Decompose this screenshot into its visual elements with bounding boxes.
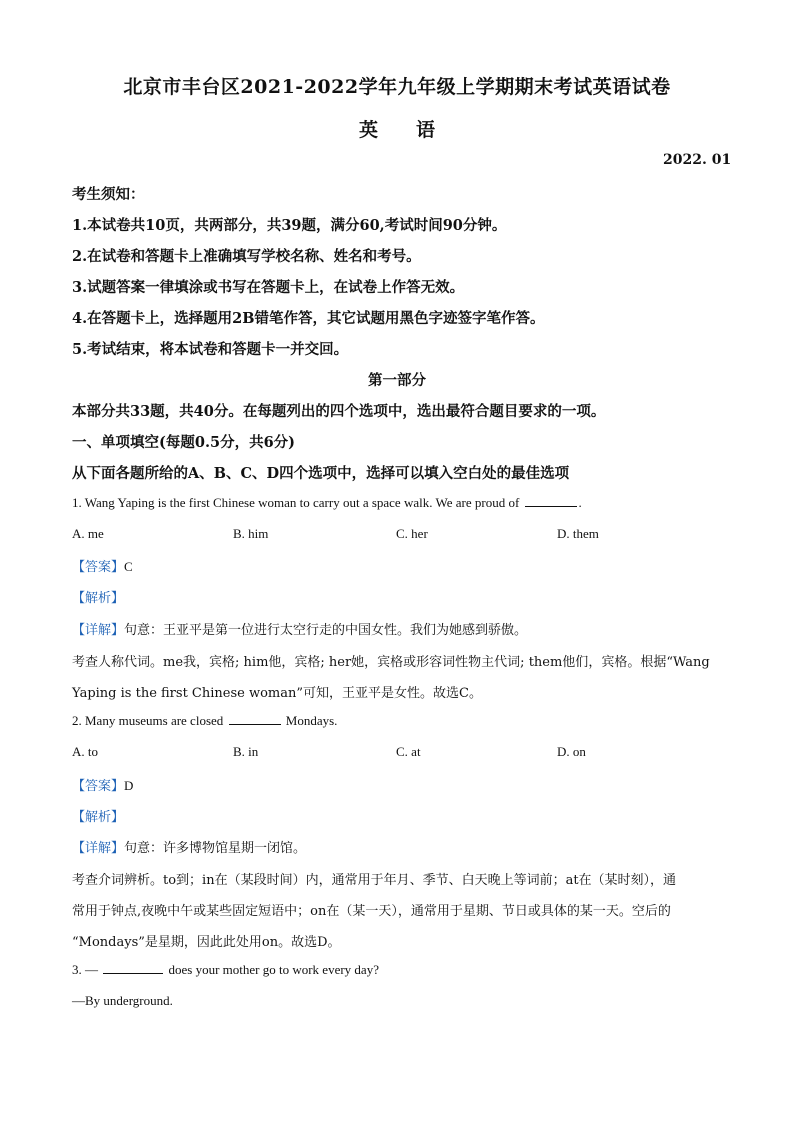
- option-c: C. at: [396, 744, 421, 759]
- notice-item: 5.考试结束，将本试卷和答题卡一并交回。: [72, 341, 349, 358]
- option-b: B. him: [233, 526, 269, 541]
- option-d: D. them: [557, 526, 599, 541]
- notice-item: 4.在答题卡上，选择题用2B错笔作答，其它试题用黑色字迹签字笔作答。: [72, 310, 545, 327]
- notice-heading: 考生须知：: [72, 186, 145, 203]
- part-intro: 本部分共33题，共40分。在每题列出的四个选项中，选出最符合题目要求的一项。: [72, 403, 606, 420]
- answer-line: [72, 775, 133, 794]
- question-stem: 2. Many museums are closed Mondays.: [72, 713, 338, 728]
- notice-item: 1.本试卷共10页，共两部分，共39题，满分60,考试时间90分钟。: [72, 217, 507, 234]
- answer-blank: [525, 505, 577, 507]
- analysis-tag: 【解析】: [72, 810, 125, 825]
- answer-tag: 【答案】: [72, 778, 125, 793]
- exam-date: 2022. 01: [663, 152, 732, 168]
- detail-tag: 【详解】: [72, 623, 125, 638]
- detail-tag: 【详解】: [72, 841, 125, 856]
- notice-item: 2.在试卷和答题卡上准确填写学校名称、姓名和考号。: [72, 248, 421, 265]
- answer-blank: [103, 972, 163, 974]
- option-d: D. on: [557, 744, 586, 759]
- explanation-line: Yaping is the first Chinese woman”可知，王亚平是女性。故选C。: [72, 686, 482, 701]
- explanation-line: 考查介词辨析。to到；in在（某段时间）内，通常用于年月、季节、白天晚上等词前；at在（某时刻），通: [72, 873, 677, 888]
- answer-blank: [229, 723, 281, 725]
- notice-item: 3.试题答案一律填涂或书写在答题卡上，在试卷上作答无效。: [72, 279, 465, 296]
- answer-tag: 【答案】: [72, 559, 125, 574]
- answer-value: C: [124, 559, 133, 574]
- explanation-line: “Mondays”是星期，因此此处用on。故选D。: [72, 935, 341, 950]
- exam-title: 北京市丰台区2021-2022学年九年级上学期期末考试英语试卷: [123, 76, 671, 98]
- answer-value: D: [124, 778, 134, 793]
- explanation-line: 常用于钟点,夜晚中午或某些固定短语中；on在（某一天），通常用于星期、节日或具体的某一天。空后的: [72, 904, 671, 919]
- detail-line: 【详解】句意：王亚平是第一位进行太空行走的中国女性。我们为她感到骄傲。: [72, 623, 528, 638]
- explanation-line: 考查人称代词。me我，宾格; him他，宾格; her她，宾格或形容词性物主代词; them他们，宾格。根据“Wang: [72, 655, 710, 670]
- answer-line: [72, 556, 133, 575]
- part-heading: 第一部分: [368, 372, 426, 389]
- question-stem: 3. — does your mother go to work every day?: [72, 962, 379, 977]
- option-a: A. me: [72, 526, 104, 541]
- dialogue-reply: —By underground.: [72, 993, 173, 1008]
- subject-char-left: 英: [358, 119, 378, 141]
- subject-heading: [0, 115, 794, 142]
- question-stem: 1. Wang Yaping is the first Chinese woman to carry out a space walk. We are proud of .: [72, 495, 582, 510]
- section-instruction: 从下面各题所给的A、B、C、D四个选项中，选择可以填入空白处的最佳选项: [72, 465, 570, 482]
- option-c: C. her: [396, 526, 428, 541]
- detail-line: 【详解】句意：许多博物馆星期一闭馆。: [72, 841, 307, 856]
- option-b: B. in: [233, 744, 259, 759]
- analysis-tag: 【解析】: [72, 591, 125, 606]
- section-heading: 一、单项填空(每题0.5分，共6分): [72, 434, 296, 451]
- subject-char-right: 语: [416, 119, 436, 141]
- option-a: A. to: [72, 744, 98, 759]
